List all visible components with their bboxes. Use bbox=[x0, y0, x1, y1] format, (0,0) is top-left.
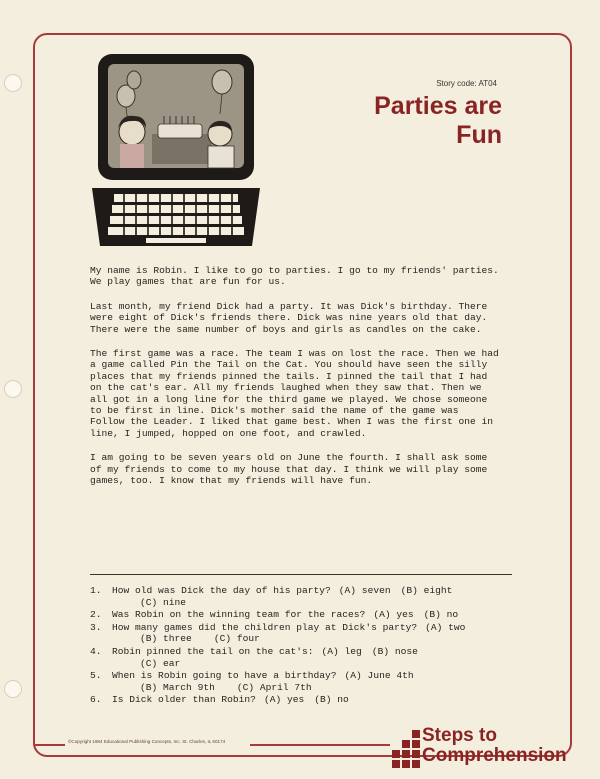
question-item bbox=[90, 609, 520, 621]
question-prompt: How many games did the children play at Dick's party? bbox=[112, 621, 418, 633]
answer-options-continued bbox=[112, 658, 520, 670]
question-item bbox=[90, 622, 520, 645]
stairs-icon bbox=[392, 730, 422, 770]
answer-option: (A) two bbox=[425, 621, 466, 633]
question-item bbox=[90, 646, 520, 669]
answer-option: (A) seven bbox=[338, 585, 391, 596]
question-prompt: Was Robin on the winning team for the races? bbox=[112, 609, 366, 621]
answer-option: (C) April 7th bbox=[236, 681, 312, 693]
question-prompt: Robin pinned the tail on the cat's: bbox=[112, 645, 314, 657]
question-number: 5. bbox=[90, 670, 102, 682]
answer-option: (B) three bbox=[140, 633, 192, 645]
story-paragraph: The first game was a race. The team I was on lost the race. Then we had a game called Pin the Tail on the Cat. You should have seen the silly places that my friends pinned the tails. I pinned the tail that I had on the cat's ear. All my friends laughed when they saw that. Then we all got in a long line for the third game we played. We chose someone to be first in line. Dick's mother said the name of the game was Follow the Leader. I liked that game best. When I was the first one in line, I jumped, hopped on one foot, and crawled. bbox=[90, 348, 499, 439]
question-item bbox=[90, 670, 520, 693]
answer-option: (A) leg bbox=[321, 645, 362, 657]
answer-options-continued bbox=[112, 597, 520, 609]
logo-line-1: Steps to bbox=[422, 725, 497, 746]
footer-rule-left bbox=[35, 744, 65, 746]
question-number: 6. bbox=[90, 694, 102, 706]
questions-list bbox=[90, 585, 520, 707]
copyright: ©Copyright 1984 Educational Publishing Concepts, Inc. St. Charles, IL 60174 bbox=[68, 739, 226, 744]
story-text bbox=[90, 265, 520, 500]
steps-logo bbox=[390, 726, 580, 770]
answer-option: (A) June 4th bbox=[344, 670, 414, 682]
footer-rule-right bbox=[250, 744, 390, 746]
section-divider bbox=[90, 574, 512, 575]
question-item bbox=[90, 694, 520, 706]
question-number: 2. bbox=[90, 609, 102, 621]
story-paragraph: My name is Robin. I like to go to parties. I go to my friends' parties. We play games that are fun for us. bbox=[90, 265, 499, 288]
answer-option: (B) no bbox=[314, 694, 349, 706]
answer-option: (B) no bbox=[423, 609, 459, 621]
answer-options-continued bbox=[112, 633, 520, 645]
question-text bbox=[112, 609, 520, 621]
answer-option: (C) ear bbox=[140, 657, 181, 669]
question-prompt: How old was Dick the day of his party? bbox=[112, 585, 331, 596]
question-text bbox=[112, 670, 520, 693]
answer-options-continued bbox=[112, 682, 520, 694]
answer-option: (C) nine bbox=[140, 596, 187, 608]
story-code: Story code: AT04 bbox=[436, 79, 497, 88]
story-paragraph: I am going to be seven years old on June the fourth. I shall ask some of my friends to come to my house that day. I think we will play some games, too. I know that my friends will have fun. bbox=[90, 452, 488, 487]
question-prompt: Is Dick older than Robin? bbox=[112, 694, 256, 706]
question-text bbox=[112, 622, 520, 645]
question-text bbox=[112, 585, 520, 608]
computer-illustration bbox=[92, 54, 260, 246]
answer-option: (B) eight bbox=[400, 585, 453, 596]
question-number: 3. bbox=[90, 621, 102, 633]
title-line-2: Fun bbox=[456, 121, 502, 149]
logo-line-2: Comprehension bbox=[422, 745, 567, 766]
answer-option: (A) yes bbox=[373, 609, 414, 621]
binder-hole-middle bbox=[4, 380, 22, 398]
logo-text bbox=[422, 726, 567, 766]
binder-hole-bottom bbox=[4, 680, 22, 698]
answer-option: (C) four bbox=[213, 633, 260, 645]
story-paragraph: Last month, my friend Dick had a party. It was Dick's birthday. There were eight of Dick's friends there. Dick was nine years old that day. There were the same number of boys and girls as candles on the cake. bbox=[90, 300, 488, 335]
question-number: 1. bbox=[90, 585, 102, 596]
title-line-1: Parties are bbox=[374, 92, 502, 120]
question-item bbox=[90, 585, 520, 608]
question-text bbox=[112, 694, 520, 706]
answer-option: (B) nose bbox=[371, 645, 418, 657]
answer-option: (B) March 9th bbox=[140, 681, 215, 693]
question-prompt: When is Robin going to have a birthday? bbox=[112, 670, 337, 682]
page-title bbox=[302, 92, 502, 150]
question-number: 4. bbox=[90, 645, 102, 657]
question-text bbox=[112, 646, 520, 669]
answer-option: (A) yes bbox=[263, 694, 305, 706]
binder-hole-top bbox=[4, 74, 22, 92]
